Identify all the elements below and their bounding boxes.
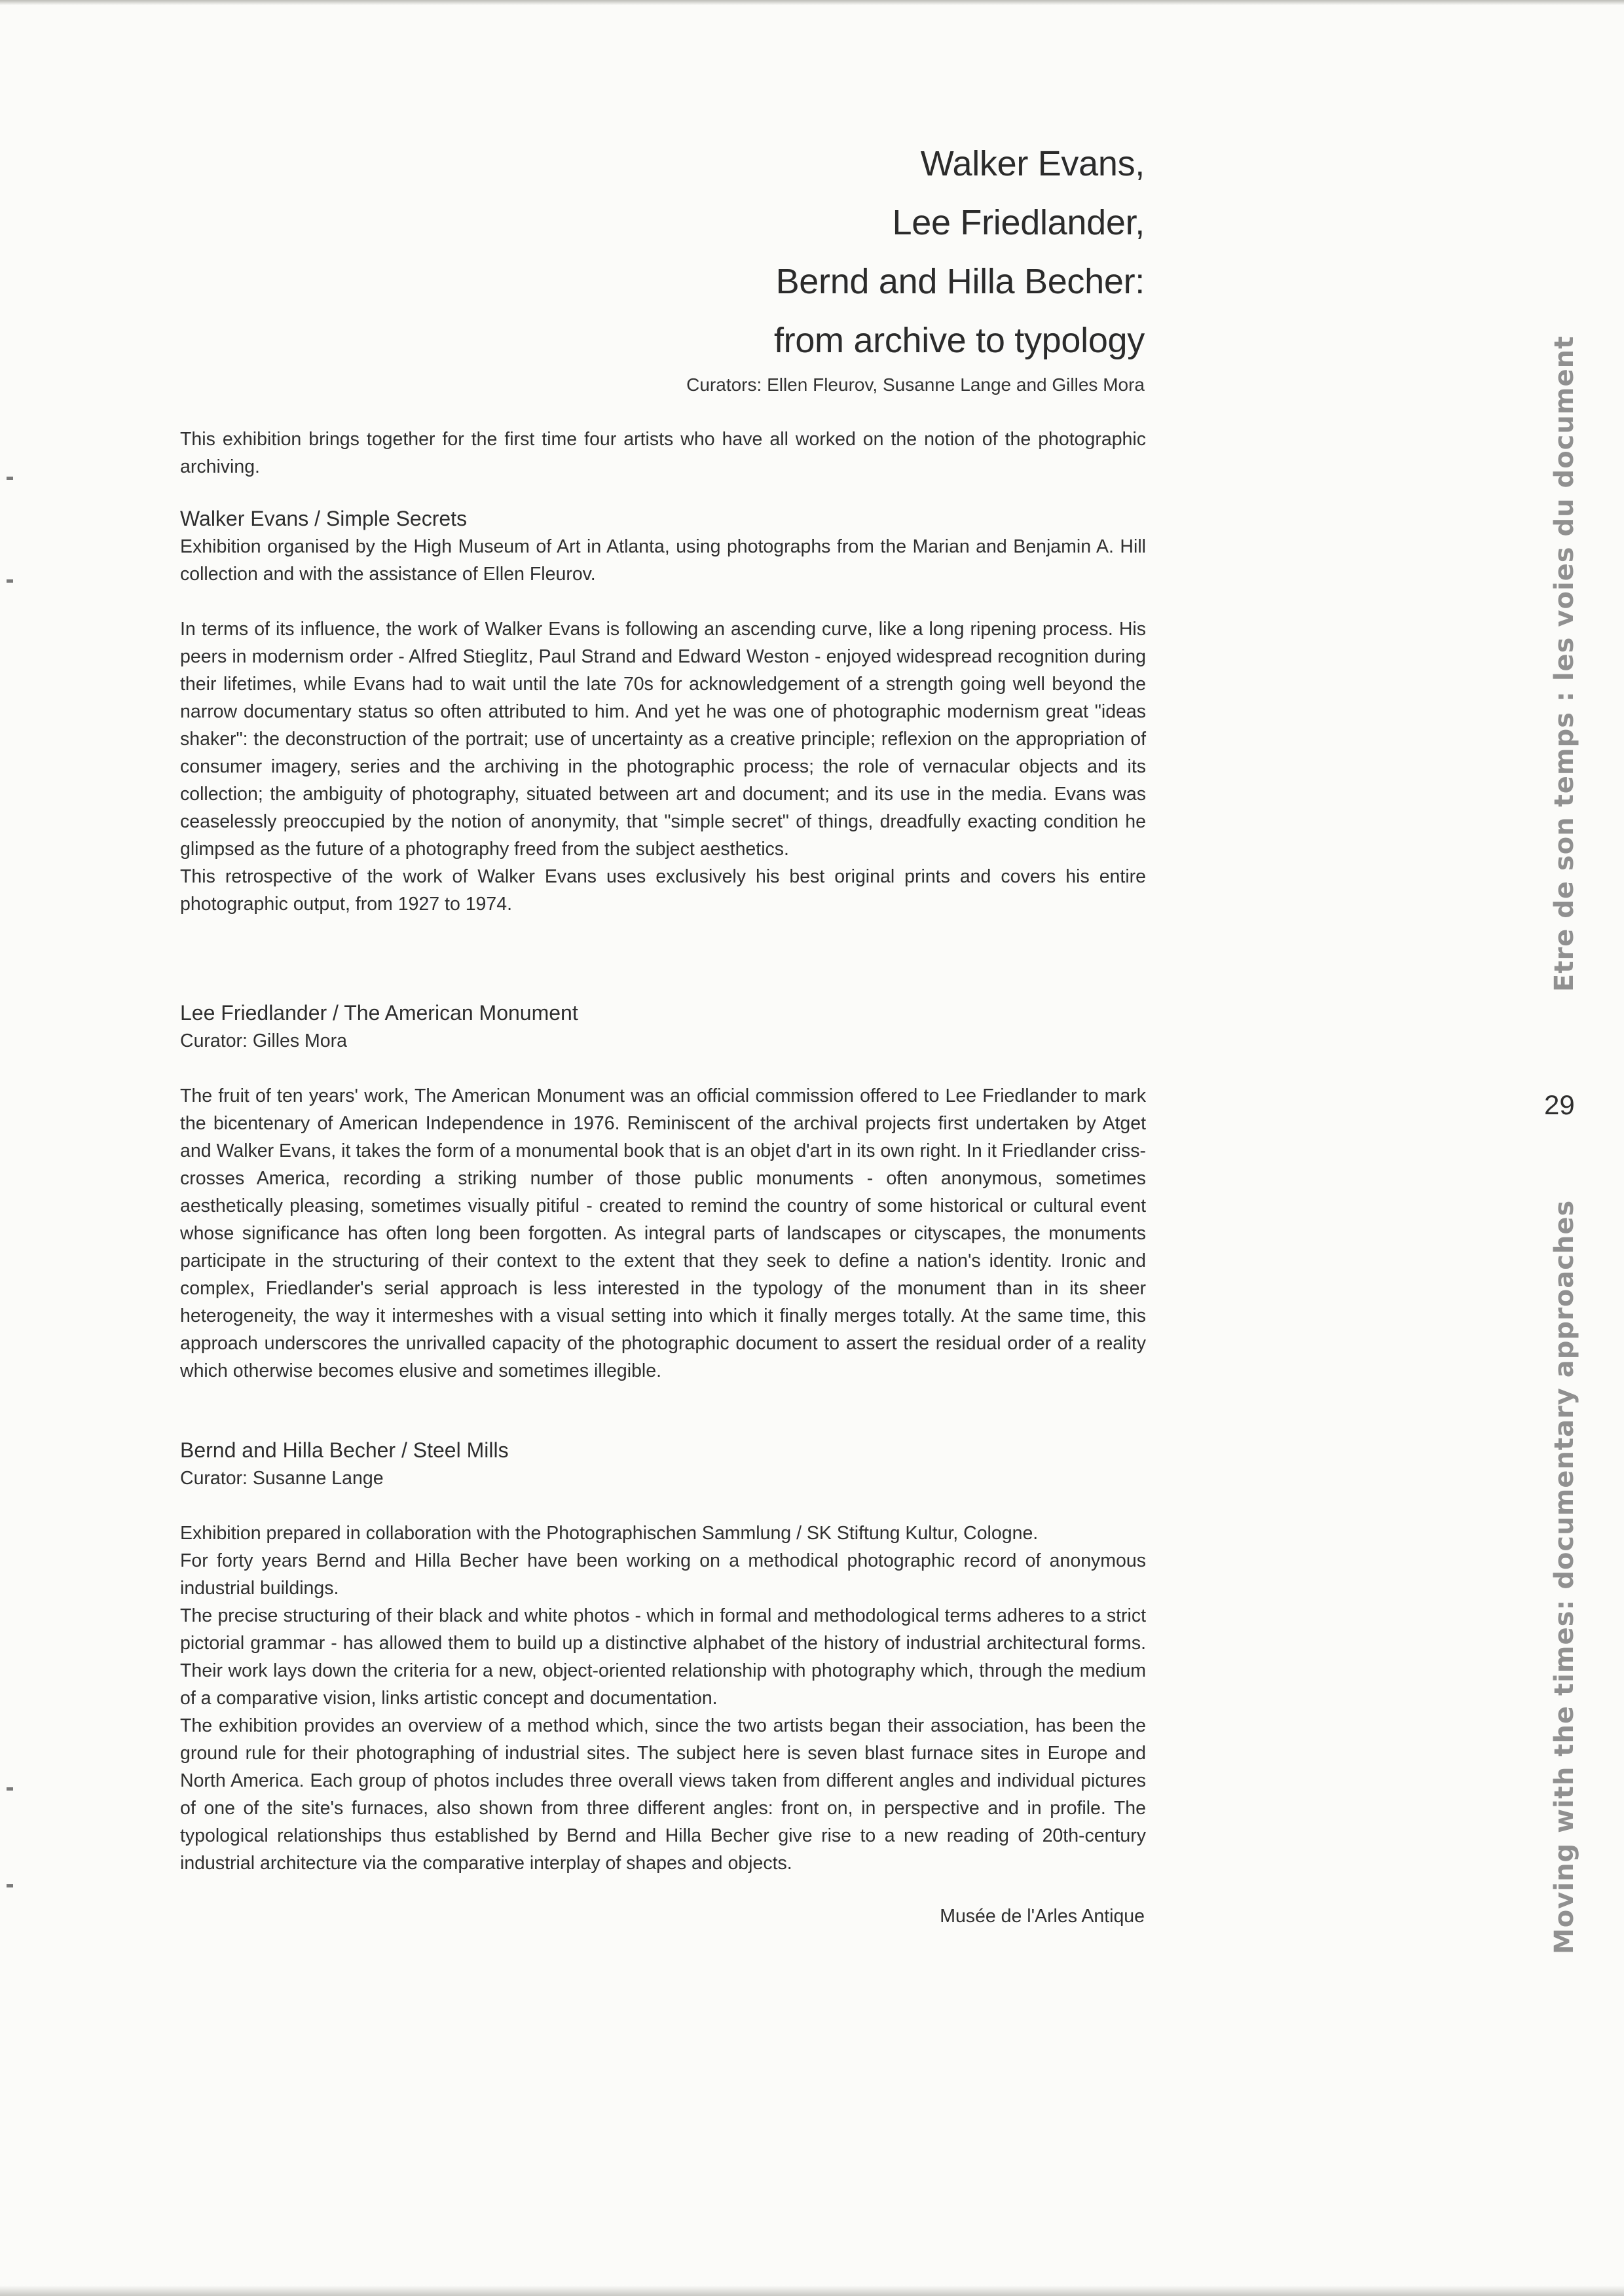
- page-bottom-edge: [0, 2286, 1624, 2296]
- intro-paragraph: This exhibition brings together for the first time four artists who have all worked on the notion of the photographic archiving.: [180, 429, 1146, 477]
- title-line: Lee Friedlander,: [892, 203, 1145, 242]
- section-paragraph: The precise structuring of their black and white photos - which in formal and methodological terms adheres to a strict pictorial grammar - has allowed them to build up a distinctive alphabet of the history of industrial architectural forms. Their work lays down the criteria for a new, object-oriented relationship with photography which, through the medium of a comparative vision, links artistic concept and documentation.: [180, 1605, 1146, 1709]
- page-title: [490, 134, 1145, 370]
- section-paragraph: The exhibition provides an overview of a method which, since the two artists began their association, has been the ground rule for their photographing of industrial sites. The subject here is seven blast furnace sites in Europe and North America. Each group of photos includes three overall views taken from different angles and individual pictures of one of the site's furnaces, also shown from three different angles: front on, in perspective and in profile. The typological relationships thus established by Bernd and Hilla Becher give rise to a new reading of 20th-century industrial architecture via the comparative interplay of shapes and objects.: [180, 1715, 1146, 1874]
- title-line: Bernd and Hilla Becher:: [775, 262, 1145, 301]
- title-line: Walker Evans,: [920, 144, 1145, 183]
- page-number: 29: [1544, 1089, 1575, 1120]
- page-top-edge: [0, 0, 1624, 5]
- section-heading: Bernd and Hilla Becher / Steel Mills: [180, 1438, 509, 1462]
- section-paragraph: For forty years Bernd and Hilla Becher have been working on a methodical photographic record of anonymous industrial buildings.: [180, 1550, 1146, 1599]
- section-becher: [180, 1436, 1146, 1877]
- section-walker-evans: [180, 504, 1146, 918]
- section-lee-friedlander: [180, 998, 1146, 1385]
- section-paragraph: Exhibition prepared in collaboration with the Photographischen Sammlung / SK Stiftung Kultur, Cologne.: [180, 1523, 1039, 1544]
- section-paragraph: In terms of its influence, the work of Walker Evans is following an ascending curve, like a long ripening process. His peers in modernism order - Alfred Stieglitz, Paul Strand and Edward Weston - enjoyed widespread recognition during their lifetimes, while Evans had to wait until the late 70s for acknowledgement of a strength going well beyond the narrow documentary status so often attributed to him. And yet he was one of photographic modernism great "ideas shaker": the deconstruction of the portrait; use of uncertainty as a creative principle; reflexion on the appropriation of consumer imagery, series and the archiving in the photographic process; the role of vernacular objects and its collection; the ambiguity of photography, situated between art and document; and its use in the media. Evans was ceaselessly preoccupied by the notion of anonymity, that "simple secret" of things, dreadfully exacting condition he glimpsed as the future of a photography freed from the subject aesthetics.: [180, 619, 1146, 860]
- title-line: from archive to typology: [773, 321, 1145, 360]
- section-heading: Walker Evans / Simple Secrets: [180, 507, 468, 530]
- sidebar-english-title: Moving with the times: documentary approaches: [1549, 1199, 1579, 1954]
- section-heading: Lee Friedlander / The American Monument: [180, 1001, 578, 1025]
- section-subtitle: Exhibition organised by the High Museum of Art in Atlanta, using photographs from the Marian and Benjamin A. Hill collection and with the assistance of Ellen Fleurov.: [180, 536, 1146, 585]
- section-paragraph: This retrospective of the work of Walker Evans uses exclusively his best original prints and covers his entire photographic output, from 1927 to 1974.: [180, 866, 1146, 915]
- sidebar-french-title: Etre de son temps : les voies du document: [1549, 335, 1579, 992]
- venue-line: Musée de l'Arles Antique: [940, 1906, 1145, 1927]
- section-paragraph: The fruit of ten years' work, The American Monument was an official commission offered to Lee Friedlander to mark the bicentenary of American Independence in 1976. Reminiscent of the archival projects first undertaken by Atget and Walker Evans, it takes the form of a monumental book that is an objet d'art in its own right. In it Friedlander criss-crosses America, recording a striking number of those public monuments - often anonymous, sometimes aesthetically pleasing, sometimes visually pitiful - created to remind the country of some historical or cultural event whose significance has often long been forgotten. As integral parts of landscapes or cityscapes, the monuments participate in the structuring of their context to the extent that they seek to define a nation's identity. Ironic and complex, Friedlander's serial approach is less interested in the typology of the monument than in its sheer heterogeneity, the way it intermeshes with a visual setting into which it finally merges totally. At the same time, this approach underscores the unrivalled capacity of the photographic document to assert the residual order of a reality which otherwise becomes elusive and sometimes illegible.: [180, 1085, 1146, 1381]
- curators-line: Curators: Ellen Fleurov, Susanne Lange and Gilles Mora: [686, 374, 1145, 395]
- section-subtitle: Curator: Gilles Mora: [180, 1030, 347, 1051]
- intro-block: [180, 426, 1146, 481]
- section-subtitle: Curator: Susanne Lange: [180, 1468, 384, 1489]
